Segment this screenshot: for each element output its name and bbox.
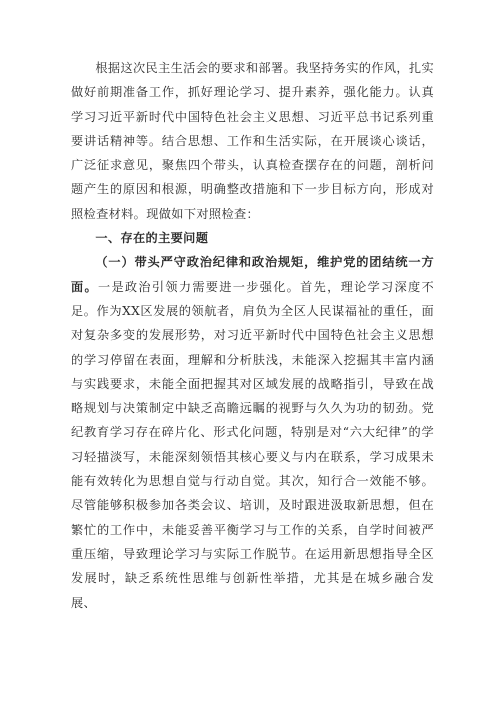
section-heading: 一、存在的主要问题	[95, 231, 209, 246]
subsection-body: 一是政治引领力需要进一步强化。首先，理论学习深度不足。作为XX区发展的领航者，肩负为全区人民谋福祉的重任，面对复杂多变的发展形势，对习近平新时代中国特色社会主义思想的学习停留在表面，理解和分析肤浅，未能深入挖掘其丰富内涵与实践要求，未能全面把握其对区域发展的战略指引，导致在战略规划与决策制定中缺乏高瞻远瞩的视野与久久为功的韧劲。党纪教育学习存在碎片化、形式化问题，特别是对“六大纪律”的学习轻描淡写，未能深刻领悟其核心要义与内在联系，学习成果未能有效转化为思想自觉与行动自觉。其次，知行合一效能不够。尽管能够积极参加各类会议、培训，及时跟进汲取新思想，但在繁忙的工作中，未能妥善平衡学习与工作的关系，自学时间被严重压缩，导致理论学习与实际工作脱节。在运用新思想指导全区发展时，缺乏系统性思维与创新性举措，尤其是在城乡融合发展、	[71, 279, 435, 610]
subsection-title: （一）带头严守政治纪律和政治规矩，维护党的团结统一方面。	[71, 255, 434, 294]
intro-paragraph: 根据这次民主生活会的要求和部署。我坚持务实的作风，扎实做好前期准备工作，抓好理论学习、提升素养，强化能力。认真学习习近平新时代中国特色社会主义思想、习近平总书记系列重要讲话精神等。结合思想、工作和生活实际，在开展谈心谈话，广泛征求意见，聚焦四个带头，认真检查摆存在的问题，剖析问题产生的原因和根源，明确整改措施和下一步目标方向，形成对照检查材料。现做如下对照检查：	[71, 61, 434, 221]
document-body	[71, 56, 434, 615]
subsection-paragraph	[71, 250, 434, 614]
